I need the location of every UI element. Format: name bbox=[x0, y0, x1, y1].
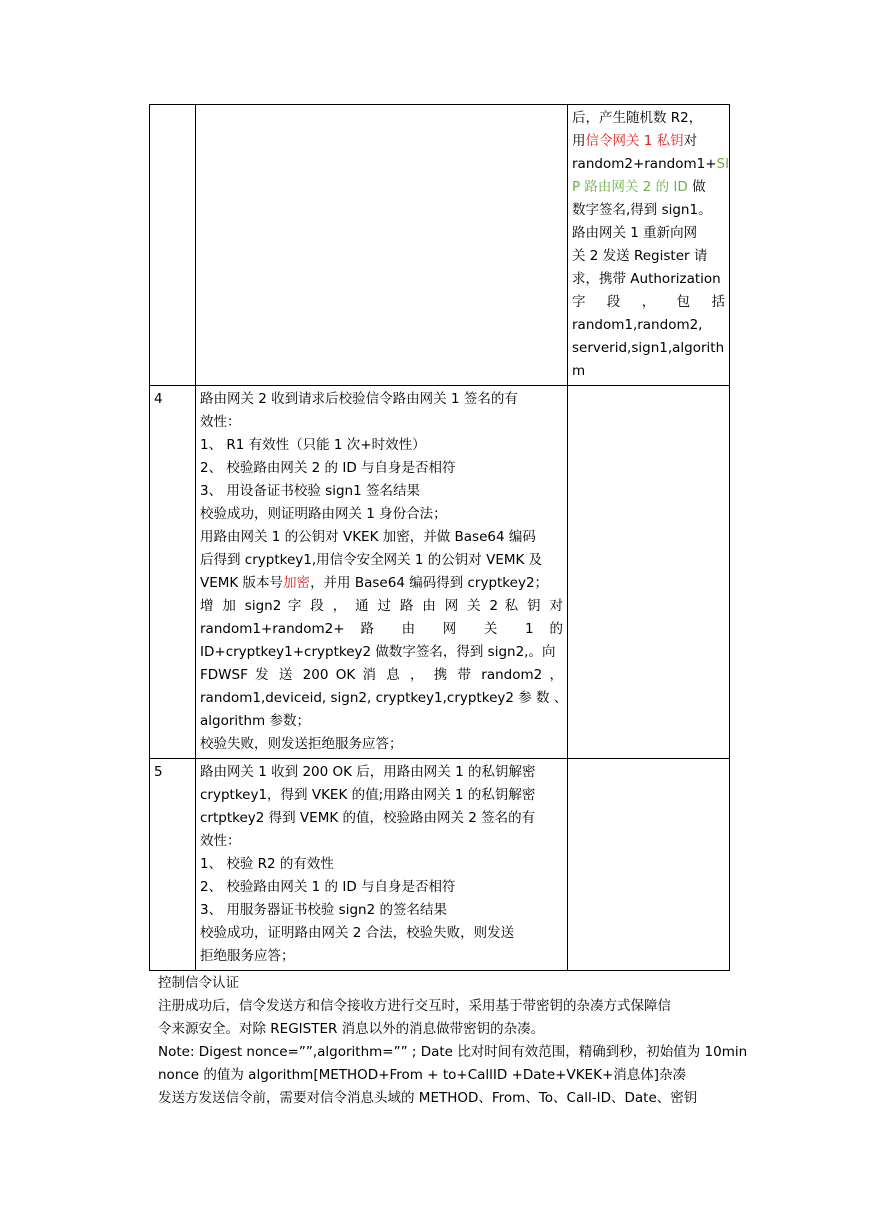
text-line: 求，携带 Authorization bbox=[572, 271, 721, 287]
table-row bbox=[150, 105, 730, 386]
highlight-green: P 路由网关 2 的 ID bbox=[572, 179, 688, 195]
text-line: 效性： bbox=[200, 414, 241, 430]
text-run: random2+random1+ bbox=[572, 156, 717, 172]
text-line: 校验成功，则证明路由网关 1 身份合法； bbox=[200, 506, 447, 522]
text-line: 后得到 cryptkey1,用信令安全网关 1 的公钥对 VEMK 及 bbox=[200, 552, 543, 568]
text-line: 字 段 ， 包 括 bbox=[572, 294, 725, 310]
text-run: 对 bbox=[683, 133, 698, 149]
text-line: 2、 校验路由网关 1 的 ID 与自身是否相符 bbox=[200, 879, 456, 895]
text-line: 后，产生随机数 R2， bbox=[572, 110, 703, 126]
table-row bbox=[150, 759, 730, 971]
text-line: random1+random2+ 路 由 网 关 1 的 bbox=[200, 621, 563, 637]
text-line: 效性： bbox=[200, 833, 241, 849]
step-note-cell bbox=[568, 759, 730, 971]
paragraph-line: 发送方发送信令前，需要对信令消息头域的 METHOD、From、To、Call-ID、Date、密钥 bbox=[158, 1090, 698, 1106]
protocol-steps-table bbox=[149, 104, 730, 971]
text-line: 1、 R1 有效性（只能 1 次+时效性） bbox=[200, 437, 426, 453]
text-line: 路由网关 2 收到请求后校验信令路由网关 1 签名的有 bbox=[200, 391, 518, 407]
text-line: ID+cryptkey1+cryptkey2 做数字签名，得到 sign2,。向 bbox=[200, 644, 556, 660]
text-line: algorithm 参数； bbox=[200, 713, 310, 729]
text-line: 用路由网关 1 的公钥对 VKEK 加密，并做 Base64 编码 bbox=[200, 529, 536, 545]
highlight-red: 信令网关 1 私钥 bbox=[585, 133, 684, 149]
text-line: random1,deviceid, sign2, cryptkey1,cryptkey2 参 数 、 bbox=[200, 690, 568, 706]
text-line: random1,random2, bbox=[572, 317, 703, 333]
text-line: 校验失败，则发送拒绝服务应答； bbox=[200, 736, 403, 752]
control-signaling-section bbox=[158, 972, 748, 1110]
text-run: 用 bbox=[572, 133, 586, 149]
text-line bbox=[200, 572, 563, 595]
text-line: 3、 用设备证书校验 sign1 签名结果 bbox=[200, 483, 420, 499]
text-line bbox=[572, 176, 725, 199]
text-run: ，并用 Base64 编码得到 cryptkey2； bbox=[310, 575, 549, 591]
paragraph-line: 注册成功后，信令发送方和信令接收方进行交互时，采用基于带密钥的杂凑方式保障信 bbox=[158, 998, 671, 1014]
step-desc-cell bbox=[196, 759, 568, 971]
paragraph-line: 令来源安全。对除 REGISTER 消息以外的消息做带密钥的杂凑。 bbox=[158, 1021, 545, 1037]
note-line: Note: Digest nonce=””,algorithm=”” ; Date 比对时间有效范围，精确到秒，初始值为 10min bbox=[158, 1044, 748, 1060]
step-number-cell: 4 bbox=[150, 386, 196, 759]
text-line: 数字签名,得到 sign1。 bbox=[572, 202, 712, 218]
text-line bbox=[572, 130, 725, 153]
text-line: 3、 用服务器证书校验 sign2 的签名结果 bbox=[200, 902, 447, 918]
text-line: 2、 校验路由网关 2 的 ID 与自身是否相符 bbox=[200, 460, 456, 476]
text-line bbox=[572, 153, 730, 176]
paragraph-line: nonce 的值为 algorithm[METHOD+From + to+CallID +Date+VKEK+消息体]杂凑 bbox=[158, 1067, 687, 1083]
text-line: 路由网关 1 重新向网 bbox=[572, 225, 698, 241]
text-line: 增 加 sign2 字 段 ， 通 过 路 由 网 关 2 私 钥 对 bbox=[200, 598, 563, 614]
text-line: serverid,sign1,algorith bbox=[572, 340, 725, 356]
text-line: crtptkey2 得到 VEMK 的值，校验路由网关 2 签名的有 bbox=[200, 810, 536, 826]
section-heading: 控制信令认证 bbox=[158, 975, 239, 991]
text-run: VEMK 版本号 bbox=[200, 575, 284, 591]
step-number-cell bbox=[150, 105, 196, 386]
step-note-cell bbox=[568, 105, 730, 386]
text-line: cryptkey1，得到 VKEK 的值;用路由网关 1 的私钥解密 bbox=[200, 787, 536, 803]
highlight-red: 加密 bbox=[283, 575, 311, 591]
highlight-green: SI bbox=[716, 156, 730, 172]
text-line: m bbox=[572, 363, 586, 379]
text-line: 路由网关 1 收到 200 OK 后，用路由网关 1 的私钥解密 bbox=[200, 764, 536, 780]
text-line: 校验成功，证明路由网关 2 合法，校验失败，则发送 bbox=[200, 925, 515, 941]
text-run: 做 bbox=[687, 179, 706, 195]
step-desc-cell bbox=[196, 105, 568, 386]
text-line: 1、 校验 R2 的有效性 bbox=[200, 856, 334, 872]
text-line: FDWSF 发 送 200 OK 消 息 ， 携 带 random2 ， bbox=[200, 667, 563, 683]
step-number-cell: 5 bbox=[150, 759, 196, 971]
step-desc-cell bbox=[196, 386, 568, 759]
text-line: 拒绝服务应答； bbox=[200, 948, 295, 964]
step-note-cell bbox=[568, 386, 730, 759]
table-row bbox=[150, 386, 730, 759]
text-line: 关 2 发送 Register 请 bbox=[572, 248, 708, 264]
